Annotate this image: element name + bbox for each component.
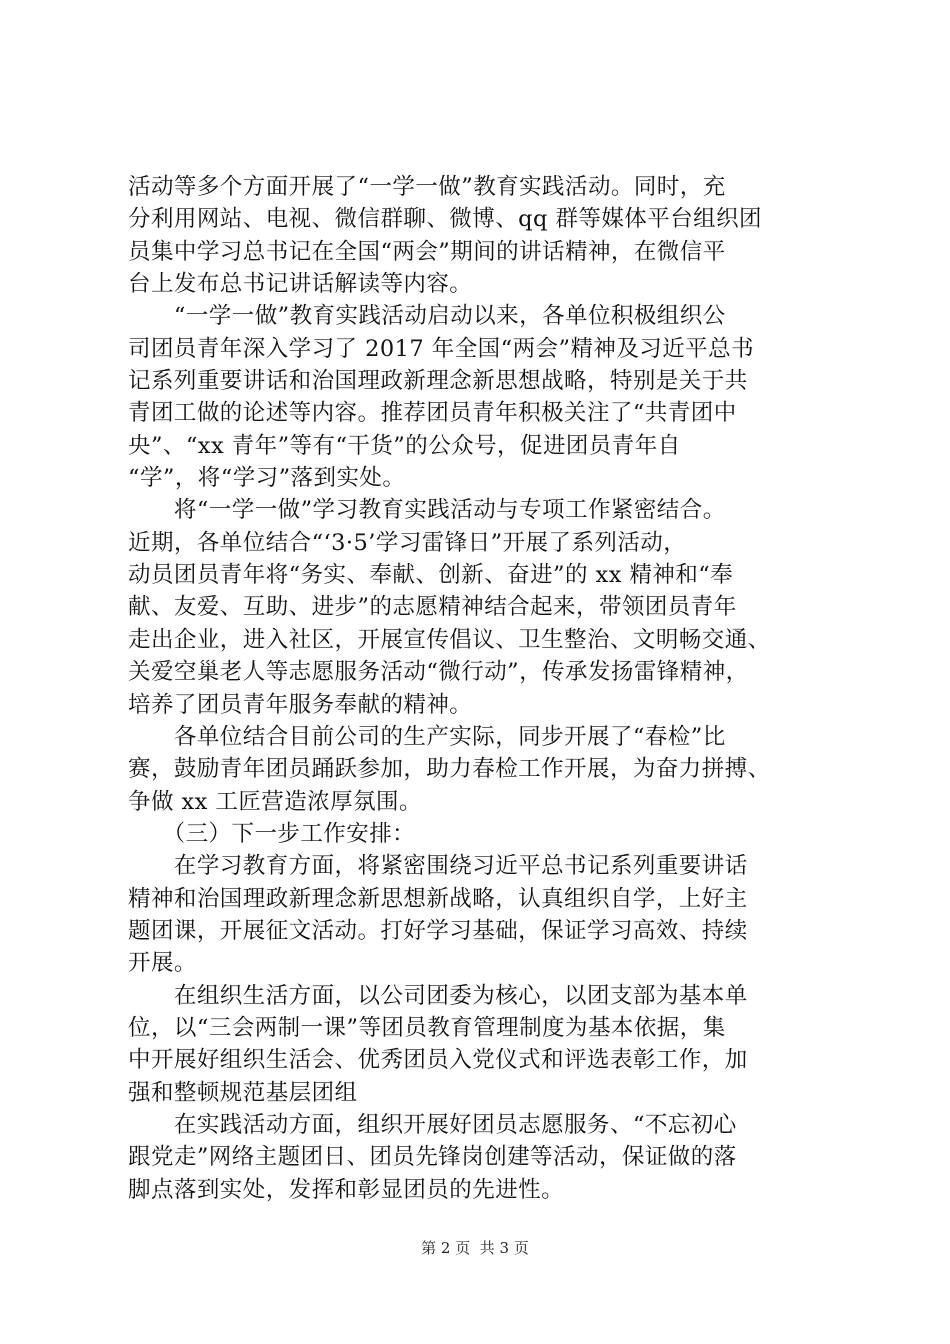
body-line: 司团员青年深入学习了 2017 年全国“两会”精神及习近平总书 [128, 335, 755, 362]
body-line: 央”、“xx 青年”等有“干货”的公众号，促进团员青年自 [128, 432, 681, 459]
body-line: 记系列重要讲话和治国理政新理念新思想战略，特别是关于共 [128, 368, 748, 395]
body-line: 精神和治国理政新理念新思想新战略，认真组织自学，上好主 [128, 885, 748, 912]
body-line: 将“一学一做”学习教育实践活动与专项工作紧密结合。 [128, 497, 726, 524]
body-line: 活动等多个方面开展了“一学一做”教育实践活动。同时，充 [128, 174, 726, 200]
body-line: 台上发布总书记讲话解读等内容。 [128, 271, 473, 298]
body-line: 员集中学习总书记在全国“两会”期间的讲话精神，在微信平 [128, 238, 726, 265]
body-line: “学”，将“学习”落到实处。 [128, 465, 406, 492]
body-line: 位，以“三会两制一课”等团员教育管理制度为基本依据，集 [128, 1014, 726, 1041]
body-line: 跟党走”网络主题团日、团员先锋岗创建等活动，保证做的落 [128, 1144, 737, 1171]
body-line: 开展。 [128, 950, 197, 977]
body-line: 走出企业，进入社区，开展宣传倡议、卫生整治、文明畅交通、 [128, 626, 771, 653]
body-line: “一学一做”教育实践活动启动以来，各单位积极组织公 [128, 303, 726, 330]
body-line: 在学习教育方面，将紧密围绕习近平总书记系列重要讲话 [128, 853, 748, 880]
body-line: 题团课，开展征文活动。打好学习基础，保证学习高效、持续 [128, 917, 748, 944]
body-line: 近期，各单位结合“‘3·5’学习雷锋日”开展了系列活动， [128, 529, 687, 556]
page-footer: 第 2 页 共 3 页 [421, 1239, 529, 1257]
body-line: 脚点落到实处，发挥和彰显团员的先进性。 [128, 1176, 565, 1203]
section-heading: （三）下一步工作安排： [128, 820, 416, 847]
body-line: 关爱空巢老人等志愿服务活动“微行动”，传承发扬雷锋精神， [128, 659, 749, 686]
body-line: 青团工做的论述等内容。推荐团员青年积极关注了“共青团中 [128, 400, 737, 427]
body-line: 各单位结合目前公司的生产实际，同步开展了“春检”比 [128, 723, 726, 750]
body-line: 培养了团员青年服务奉献的精神。 [128, 691, 473, 718]
body-line: 动员团员青年将“务实、奉献、创新、奋进”的 xx 精神和“奉 [128, 562, 734, 589]
body-line: 分利用网站、电视、微信群聊、微博、qq 群等媒体平台组织团 [128, 206, 763, 233]
body-line: 赛，鼓励青年团员踊跃参加，助力春检工作开展，为奋力拼搏、 [128, 756, 771, 783]
body-line: 中开展好组织生活会、优秀团员入党仪式和评选表彰工作，加 [128, 1047, 748, 1074]
body-line: 在实践活动方面，组织开展好团员志愿服务、“不忘初心 [128, 1111, 737, 1138]
body-line: 在组织生活方面，以公司团委为核心，以团支部为基本单 [128, 982, 748, 1009]
document-body [128, 171, 818, 1206]
body-line: 争做 xx 工匠营造浓厚氛围。 [128, 788, 422, 815]
body-line: 强和整顿规范基层团组 [128, 1079, 358, 1106]
body-line: 献、友爱、互助、进步”的志愿精神结合起来，带领团员青年 [128, 594, 737, 621]
